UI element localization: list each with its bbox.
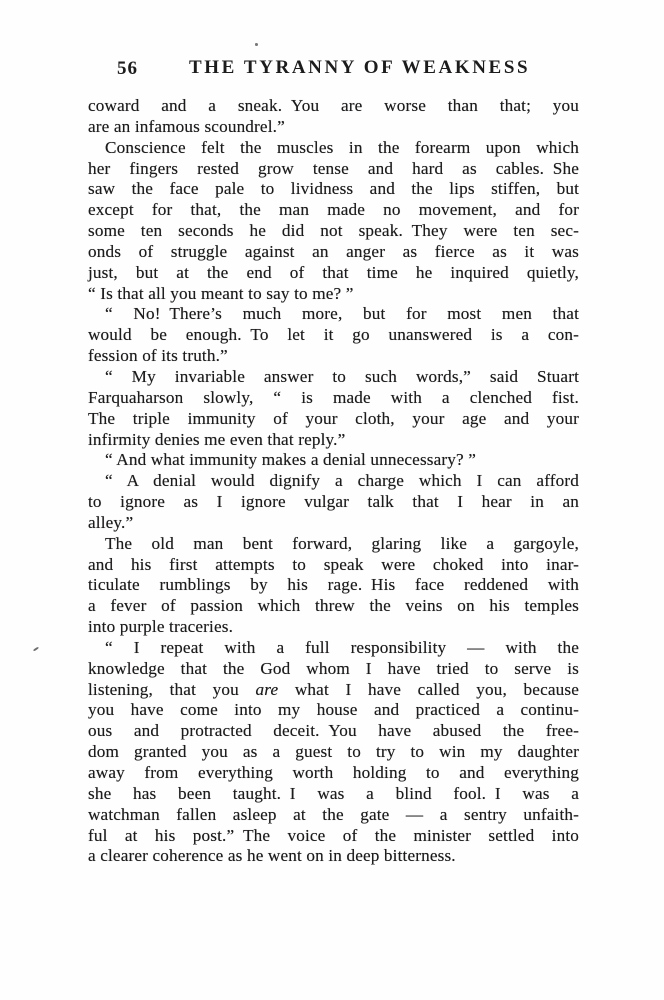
text-line: Farquaharson slowly, “ is made with a clenched fist. (88, 387, 579, 407)
text-line: “ No! There’s much more, but for most men that (105, 304, 579, 324)
text-line: ous and protracted deceit. You have abused the free- (88, 721, 579, 741)
italic-text: are (255, 679, 279, 699)
text-line: watchman fallen asleep at the gate — a sentry unfaith- (88, 804, 579, 824)
text-line: would be enough. To let it go unanswered is a con- (88, 325, 579, 345)
page-header (0, 0, 664, 90)
text-line: “ And what immunity makes a denial unnecessary? ” (105, 450, 477, 470)
text-line: a clearer coherence as he went on in deep bitterness. (88, 846, 456, 866)
paragraph (88, 534, 579, 638)
text-line: ful at his post.” The voice of the minister settled into (88, 825, 579, 845)
text-line: and his first attempts to speak were choked into inar- (88, 554, 579, 574)
page-number: 56 (117, 58, 138, 79)
text-segment: listening, that you (88, 679, 256, 699)
text-line: “ A denial would dignify a charge which I can afford (105, 471, 579, 491)
text-line: her fingers rested grow tense and hard as cables. She (88, 158, 579, 178)
text-block (88, 96, 579, 867)
text-line: fession of its truth.” (88, 346, 228, 366)
text-line: “ My invariable answer to such words,” said Stuart (105, 366, 579, 386)
text-line: to ignore as I ignore vulgar talk that I hear in an (88, 492, 579, 512)
text-line: The triple immunity of your cloth, your age and your (88, 408, 579, 428)
text-line: Conscience felt the muscles in the forearm upon which (105, 137, 579, 157)
scan-speck (255, 43, 258, 46)
text-line: “ I repeat with a full responsibility — with the (105, 637, 579, 657)
text-line: onds of struggle against an anger as fierce as it was (88, 241, 579, 261)
text-segment: what I have called you, because (278, 679, 579, 699)
text-line: infirmity denies me even that reply.” (88, 429, 346, 449)
paragraph (88, 138, 579, 305)
text-line: away from everything worth holding to and everything (88, 763, 579, 782)
text-line: into purple traceries. (88, 617, 234, 637)
paragraph (88, 450, 579, 471)
text-line: you have come into my house and practiced a continu- (88, 700, 579, 720)
paragraph (88, 367, 579, 450)
text-line: saw the face pale to lividness and the lips stiffen, but (88, 179, 579, 199)
text-line: alley.” (88, 512, 134, 532)
text-line: “ Is that all you meant to say to me? ” (88, 283, 354, 303)
scan-speck (33, 646, 39, 651)
text-line: except for that, the man made no movement, and for (88, 200, 579, 220)
text-line: coward and a sneak. You are worse than that; you (88, 96, 579, 115)
text-line: just, but at the end of that time he inquired quietly, (88, 262, 579, 282)
paragraph (88, 471, 579, 534)
text-line: dom granted you as a guest to try to win my daughter (88, 742, 579, 762)
text-line: The old man bent forward, glaring like a gargoyle, (105, 533, 579, 553)
paragraph (88, 96, 579, 138)
text-line: ticulate rumblings by his rage. His face reddened with (88, 575, 579, 595)
paragraph (88, 638, 579, 867)
text-line: knowledge that the God whom I have tried to serve is (88, 658, 579, 678)
text-line (88, 680, 579, 701)
paragraph (88, 304, 579, 367)
text-line: some ten seconds he did not speak. They were ten sec- (88, 221, 579, 241)
text-line: she has been taught. I was a blind fool. I was a (88, 783, 579, 803)
running-title: THE TYRANNY OF WEAKNESS (189, 57, 531, 78)
text-line: are an infamous scoundrel.” (88, 116, 285, 136)
text-line: a fever of passion which threw the veins on his temples (88, 596, 579, 616)
